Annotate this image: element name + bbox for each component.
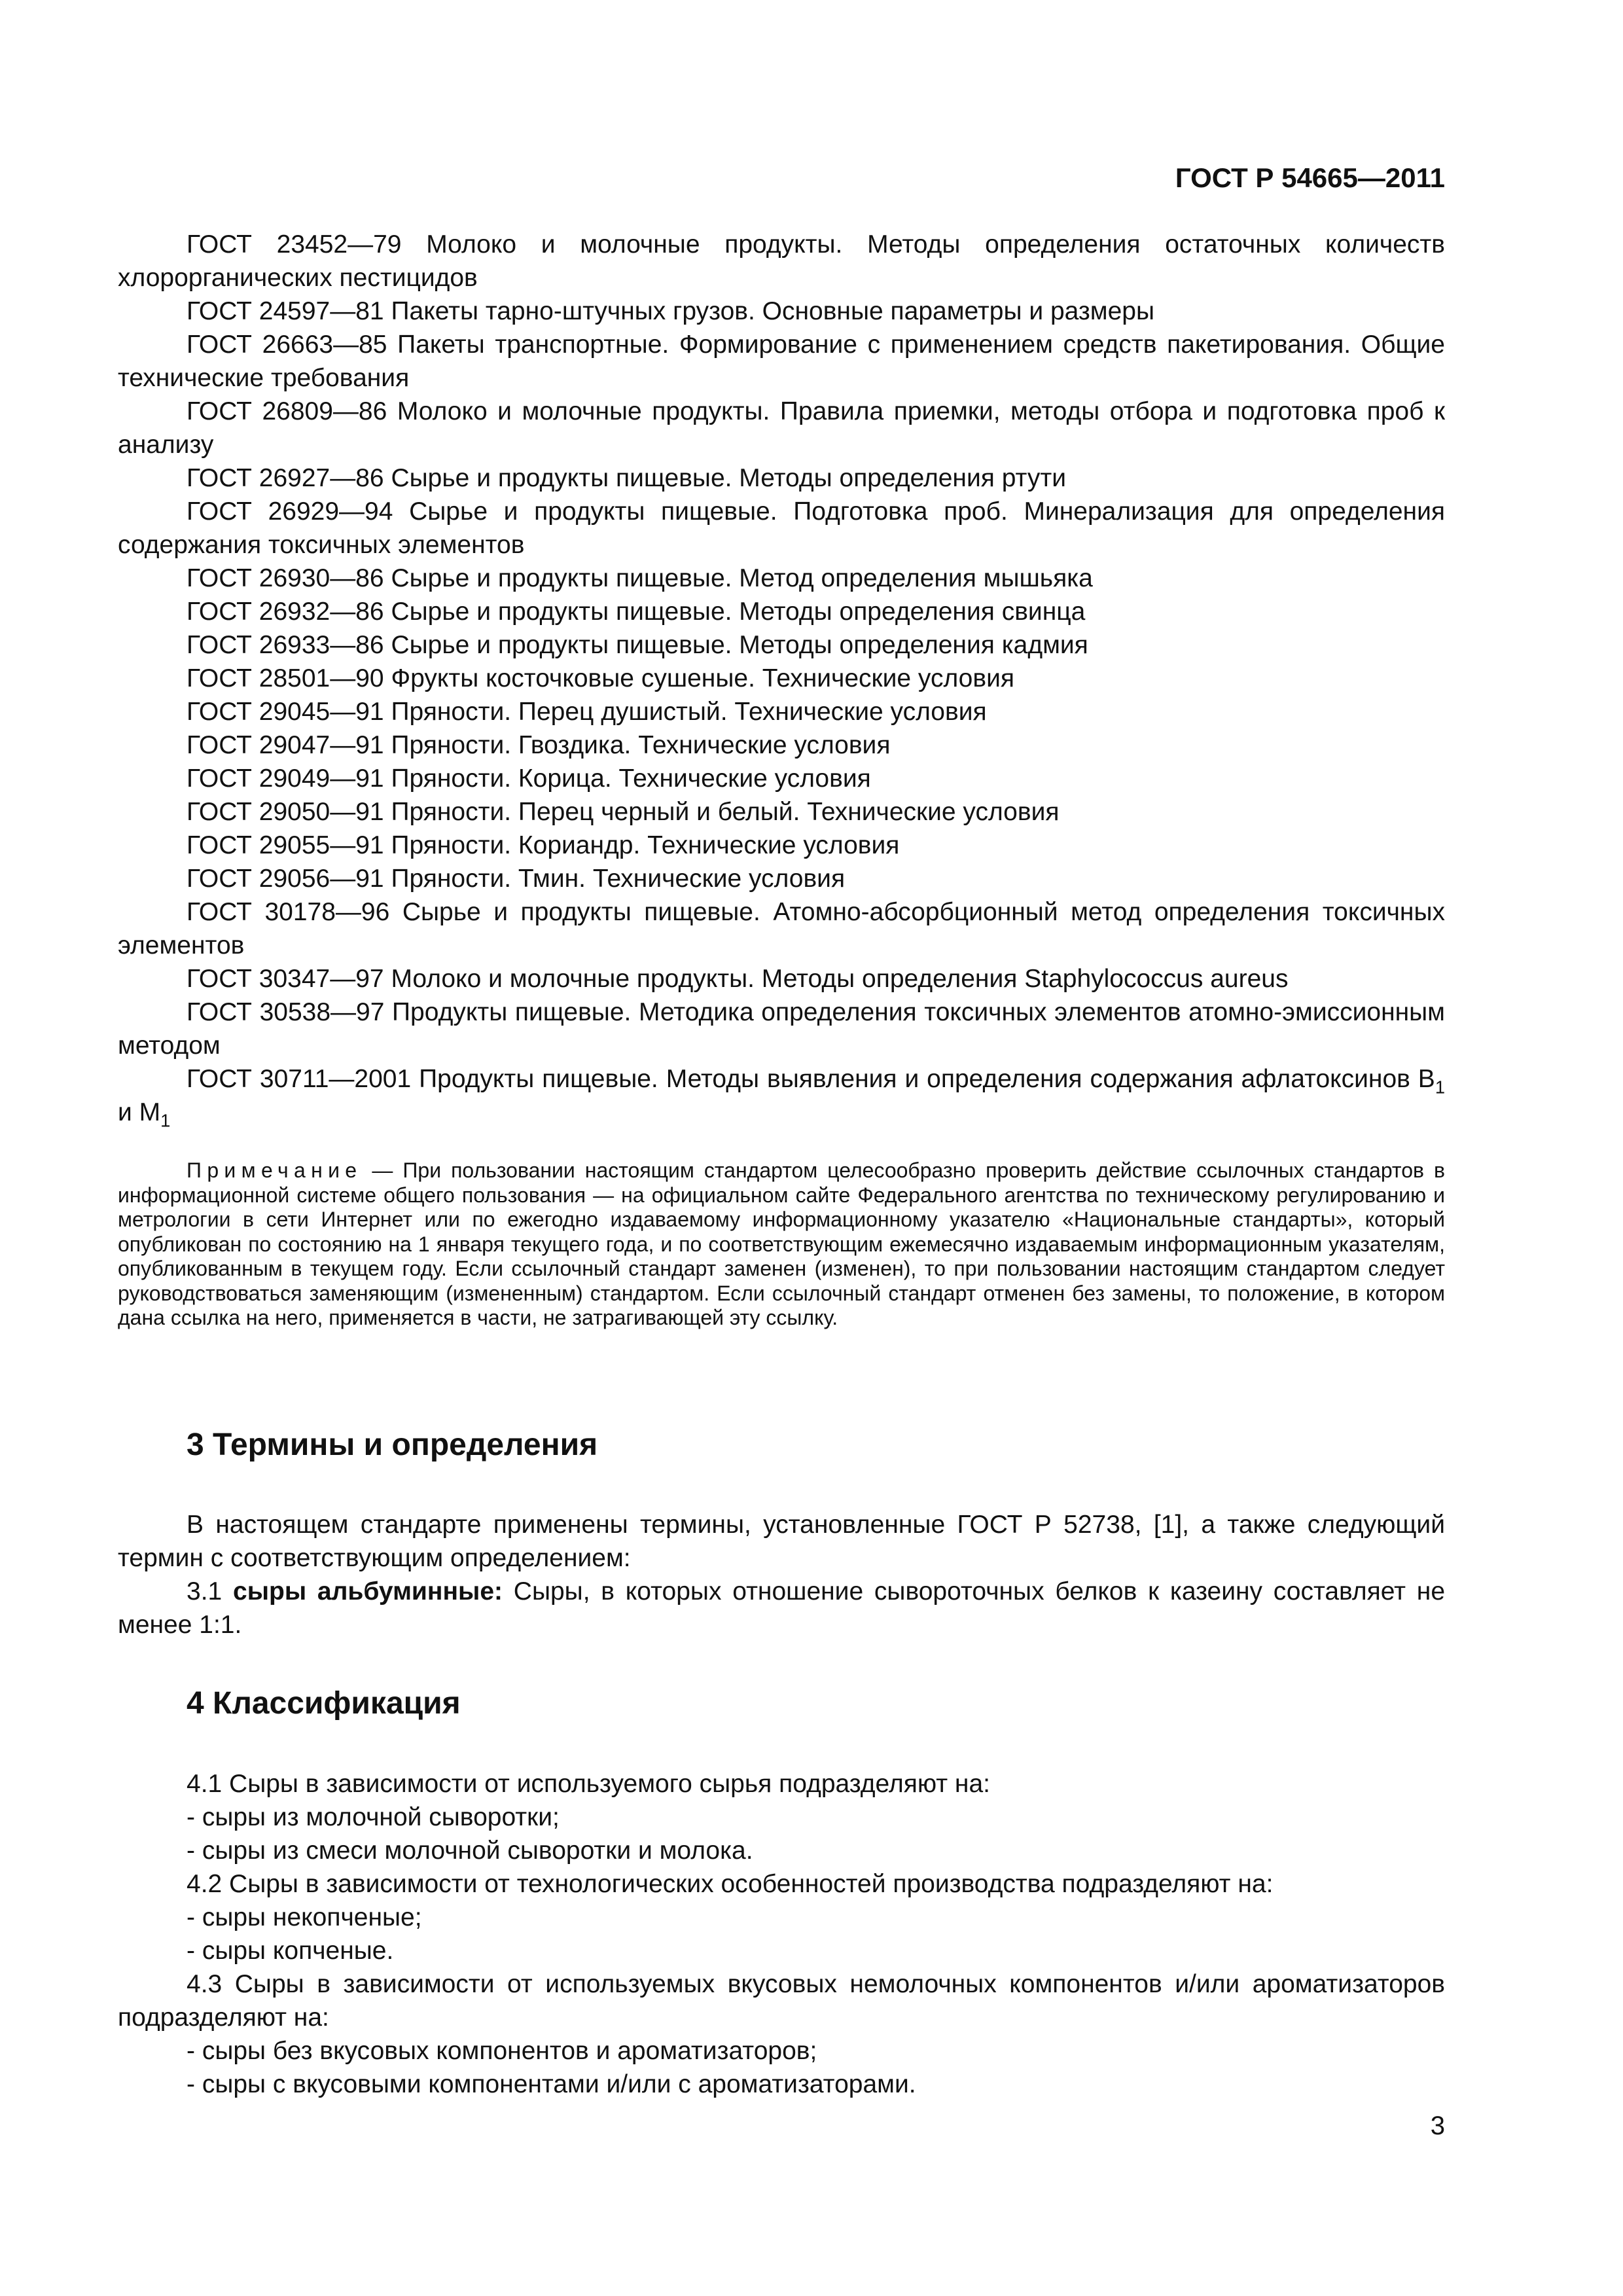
reference-item bbox=[118, 295, 1445, 328]
reference-title: Пряности. Тмин. Технические условия bbox=[391, 865, 846, 893]
section-3-body bbox=[118, 1508, 1445, 1641]
reference-number: ГОСТ 26930—86 bbox=[187, 564, 384, 592]
reference-title: Сырье и продукты пищевые. Методы определения свинца bbox=[391, 598, 1086, 626]
reference-title: Молоко и молочные продукты. Методы определения остаточных количеств хлорорганических пестицидов bbox=[118, 230, 1445, 292]
reference-title: Продукты пищевые. Методика определения токсичных элементов атомно-эмиссионным методом bbox=[118, 998, 1445, 1060]
term-definition bbox=[118, 1575, 1445, 1641]
reference-title: Пакеты транспортные. Формирование с применением средств пакетирования. Общие технические требования bbox=[118, 331, 1446, 392]
reference-title: Сырье и продукты пищевые. Методы определения ртути bbox=[391, 464, 1066, 492]
reference-number: ГОСТ 29047—91 bbox=[187, 731, 384, 759]
clause-4-1: 4.1 Сыры в зависимости от используемого сырья подразделяют на: bbox=[187, 1770, 990, 1798]
reference-title: Фрукты косточковые сушеные. Технические условия bbox=[391, 664, 1014, 692]
subscript: 1 bbox=[1435, 1077, 1445, 1098]
section-4-heading: 4 Классификация bbox=[187, 1686, 461, 1721]
reference-title: Пряности. Перец черный и белый. Технические условия bbox=[391, 798, 1060, 826]
list-item: - сыры из смеси молочной сыворотки и молока. bbox=[187, 1837, 753, 1865]
list-item: - сыры некопченые; bbox=[187, 1903, 422, 1931]
reference-number: ГОСТ 28501—90 bbox=[187, 664, 384, 692]
reference-item bbox=[118, 795, 1445, 829]
reference-title: Сырье и продукты пищевые. Методы определения кадмия bbox=[391, 631, 1088, 659]
reference-item bbox=[118, 895, 1445, 962]
clause-4-2: 4.2 Сыры в зависимости от технологических особенностей производства подразделяют на: bbox=[187, 1870, 1274, 1898]
term-number: 3.1 bbox=[187, 1577, 223, 1605]
reference-item bbox=[118, 762, 1445, 795]
reference-item bbox=[118, 862, 1445, 895]
reference-item bbox=[118, 562, 1445, 595]
reference-item bbox=[118, 962, 1445, 996]
reference-number: ГОСТ 26927—86 bbox=[187, 464, 384, 492]
reference-title: Молоко и молочные продукты. Методы определения Staphylococcus aureus bbox=[391, 965, 1289, 993]
reference-item bbox=[118, 695, 1445, 728]
reference-number: ГОСТ 26933—86 bbox=[187, 631, 384, 659]
reference-title: Сырье и продукты пищевые. Метод определения мышьяка bbox=[391, 564, 1093, 592]
note-lead: Примечание bbox=[187, 1158, 363, 1182]
reference-title: Пакеты тарно-штучных грузов. Основные параметры и размеры bbox=[391, 297, 1155, 325]
reference-title: Продукты пищевые. Методы выявления и определения содержания афлатоксинов B bbox=[419, 1065, 1435, 1093]
normative-references-list bbox=[118, 228, 1445, 1129]
reference-item bbox=[118, 495, 1445, 562]
reference-item bbox=[118, 228, 1445, 295]
note-paragraph bbox=[118, 1158, 1445, 1331]
reference-title: Молоко и молочные продукты. Правила приемки, методы отбора и подготовка проб к анализу bbox=[118, 397, 1446, 459]
list-item: - сыры без вкусовых компонентов и ароматизаторов; bbox=[187, 2037, 817, 2065]
reference-item bbox=[118, 461, 1445, 495]
reference-item bbox=[118, 829, 1445, 862]
subscript: 1 bbox=[160, 1110, 171, 1131]
reference-number: ГОСТ 30347—97 bbox=[187, 965, 384, 993]
reference-number: ГОСТ 26809—86 bbox=[187, 397, 387, 425]
reference-item bbox=[118, 728, 1445, 762]
reference-item bbox=[118, 328, 1445, 395]
reference-item bbox=[118, 1062, 1445, 1129]
list-item: - сыры копченые. bbox=[187, 1937, 394, 1965]
clause-4-3: 4.3 Сыры в зависимости от используемых вкусовых немолочных компонентов и/или ароматизаторов подразделяют на: bbox=[118, 1970, 1445, 2032]
reference-number: ГОСТ 23452—79 bbox=[187, 230, 402, 259]
reference-number: ГОСТ 29045—91 bbox=[187, 698, 384, 726]
reference-number: ГОСТ 26932—86 bbox=[187, 598, 384, 626]
section-4-body bbox=[118, 1767, 1445, 2101]
reference-number: ГОСТ 29049—91 bbox=[187, 764, 384, 793]
reference-number: ГОСТ 26929—94 bbox=[187, 497, 393, 526]
reference-title: Сырье и продукты пищевые. Подготовка проб. Минерализация для определения содержания токсичных элементов bbox=[118, 497, 1445, 559]
reference-title: Пряности. Гвоздика. Технические условия bbox=[391, 731, 891, 759]
reference-number: ГОСТ 29056—91 bbox=[187, 865, 384, 893]
reference-title-cont: и M bbox=[118, 1098, 161, 1126]
list-item: - сыры из молочной сыворотки; bbox=[187, 1803, 560, 1831]
reference-item bbox=[118, 628, 1445, 662]
reference-number: ГОСТ 29055—91 bbox=[187, 831, 384, 859]
term-name: сыры альбуминные: bbox=[233, 1577, 503, 1605]
term-definition-text: Сыры, в которых отношение сывороточных белков к казеину составляет не менее 1:1. bbox=[118, 1577, 1446, 1639]
section-3-intro: В настоящем стандарте применены термины, установленные ГОСТ Р 52738, [1], а также следующий термин с соответствующим определением: bbox=[118, 1511, 1445, 1572]
reference-title: Пряности. Кориандр. Технические условия bbox=[391, 831, 900, 859]
page-number: 3 bbox=[1430, 2111, 1445, 2140]
reference-title: Сырье и продукты пищевые. Атомно-абсорбционный метод определения токсичных элементов bbox=[118, 898, 1445, 960]
reference-title: Пряности. Перец душистый. Технические условия bbox=[391, 698, 987, 726]
reference-number: ГОСТ 29050—91 bbox=[187, 798, 384, 826]
reference-number: ГОСТ 30711—2001 bbox=[187, 1065, 412, 1093]
reference-item bbox=[118, 395, 1445, 461]
reference-item bbox=[118, 662, 1445, 695]
document-id-header: ГОСТ Р 54665—2011 bbox=[1175, 162, 1445, 193]
reference-number: ГОСТ 24597—81 bbox=[187, 297, 384, 325]
reference-number: ГОСТ 26663—85 bbox=[187, 331, 387, 359]
reference-title: Пряности. Корица. Технические условия bbox=[391, 764, 871, 793]
section-3-heading: 3 Термины и определения bbox=[187, 1427, 598, 1462]
reference-number: ГОСТ 30178—96 bbox=[187, 898, 390, 926]
note-text: — При пользовании настоящим стандартом целесообразно проверить действие ссылочных стандартов в информационной системе общего пользования — на официальном сайте Федерального агентства по техническому регулированию и метрологии в сети Интернет или по ежегодно издаваемому информационному указателю «Национальные стандарты», который опубликован по состоянию на 1 января текущего года, и по соответствующим ежемесячно издаваемым информационным указателям, опубликованным в текущем году. Если ссылочный стандарт заменен (изменен), то при пользовании настоящим стандартом следует руководствоваться заменяющим (измененным) стандартом. Если ссылочный стандарт отменен без замены, то положение, в котором дана ссылка на него, применяется в части, не затрагивающей эту ссылку. bbox=[118, 1158, 1445, 1329]
list-item: - сыры с вкусовыми компонентами и/или с ароматизаторами. bbox=[187, 2070, 916, 2098]
reference-item bbox=[118, 595, 1445, 628]
reference-number: ГОСТ 30538—97 bbox=[187, 998, 385, 1026]
reference-item bbox=[118, 996, 1445, 1062]
